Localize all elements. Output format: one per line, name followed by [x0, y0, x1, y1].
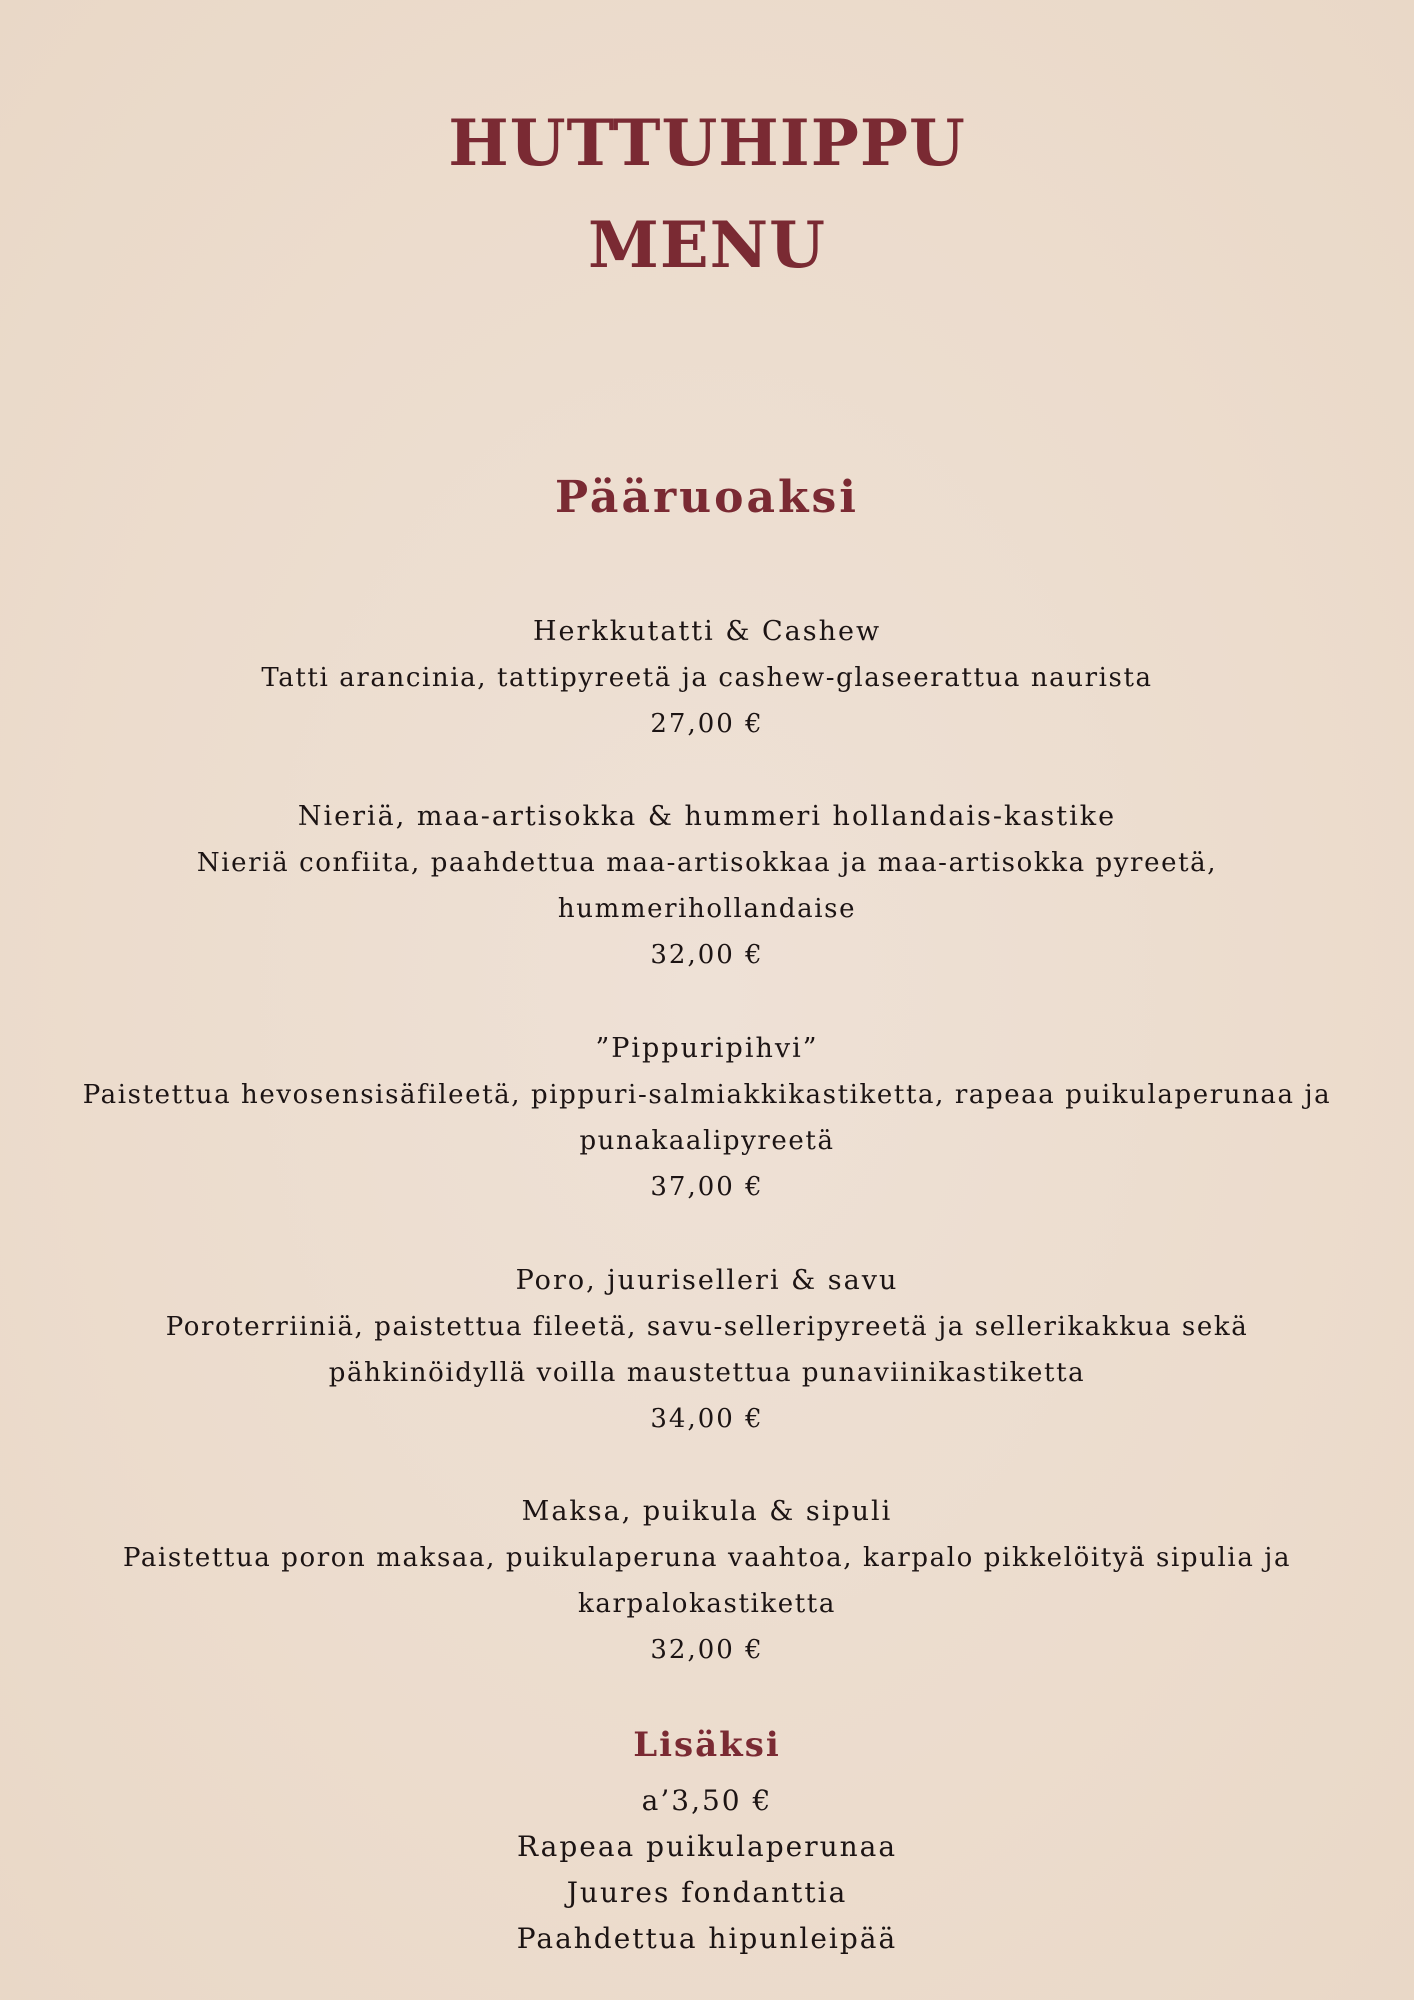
dish-description-continued: hummerihollandaise	[557, 894, 857, 924]
dish-description: Paistettua poron maksaa, puikulaperuna vaahtoa, karpalo pikkelöityä sipulia ja	[122, 1543, 1292, 1573]
sides-heading: Lisäksi	[633, 1725, 781, 1765]
side-item: Rapeaa puikulaperunaa	[516, 1830, 898, 1863]
dish-description-continued: karpalokastiketta	[578, 1589, 836, 1619]
dish-name: Herkkutatti & Cashew	[532, 616, 882, 647]
dish-name: Poro, juuriselleri & savu	[515, 1265, 899, 1296]
dish-description-continued: pähkinöidyllä voilla maustettua punaviinikastiketta	[328, 1358, 1086, 1388]
dish-name: Nieriä, maa-artisokka & hummeri hollandais-kastike	[297, 801, 1117, 832]
dish-price: 32,00 €	[650, 940, 764, 970]
menu-item	[0, 1489, 1414, 1673]
dish-price: 32,00 €	[650, 1635, 764, 1665]
side-item: Juures fondanttia	[566, 1876, 848, 1909]
dish-description: Poroterriiniä, paistettua fileetä, savu-selleripyreetä ja sellerikakkua sekä	[165, 1312, 1249, 1342]
dish-name: ”Pippuripihvi”	[595, 1033, 819, 1064]
menu-item	[0, 609, 1414, 747]
dish-price: 37,00 €	[650, 1172, 764, 1202]
dish-price: 34,00 €	[650, 1404, 764, 1434]
menu-item	[0, 1258, 1414, 1442]
dish-price: 27,00 €	[650, 709, 764, 739]
sides-list	[0, 1778, 1414, 1962]
dish-description: Tatti arancinia, tattipyreetä ja cashew-glaseerattua naurista	[261, 663, 1153, 693]
dish-description-continued: punakaalipyreetä	[579, 1126, 835, 1156]
side-item: Paahdettua hipunleipää	[516, 1922, 898, 1955]
main-course-heading: Pääruoaksi	[555, 472, 859, 523]
dish-name: Maksa, puikula & sipuli	[521, 1496, 893, 1527]
dish-description: Nieriä confiita, paahdettua maa-artisokkaa ja maa-artisokka pyreetä,	[196, 848, 1218, 878]
dish-description: Paistettua hevosensisäfileetä, pippuri-salmiakkikastiketta, rapeaa puikulaperunaa ja	[82, 1080, 1332, 1110]
sides-price: a’3,50 €	[641, 1784, 773, 1817]
restaurant-name: HUTTUHIPPU	[448, 106, 966, 181]
menu-item	[0, 1026, 1414, 1210]
menu-item	[0, 794, 1414, 978]
menu-title: MENU	[588, 208, 826, 283]
